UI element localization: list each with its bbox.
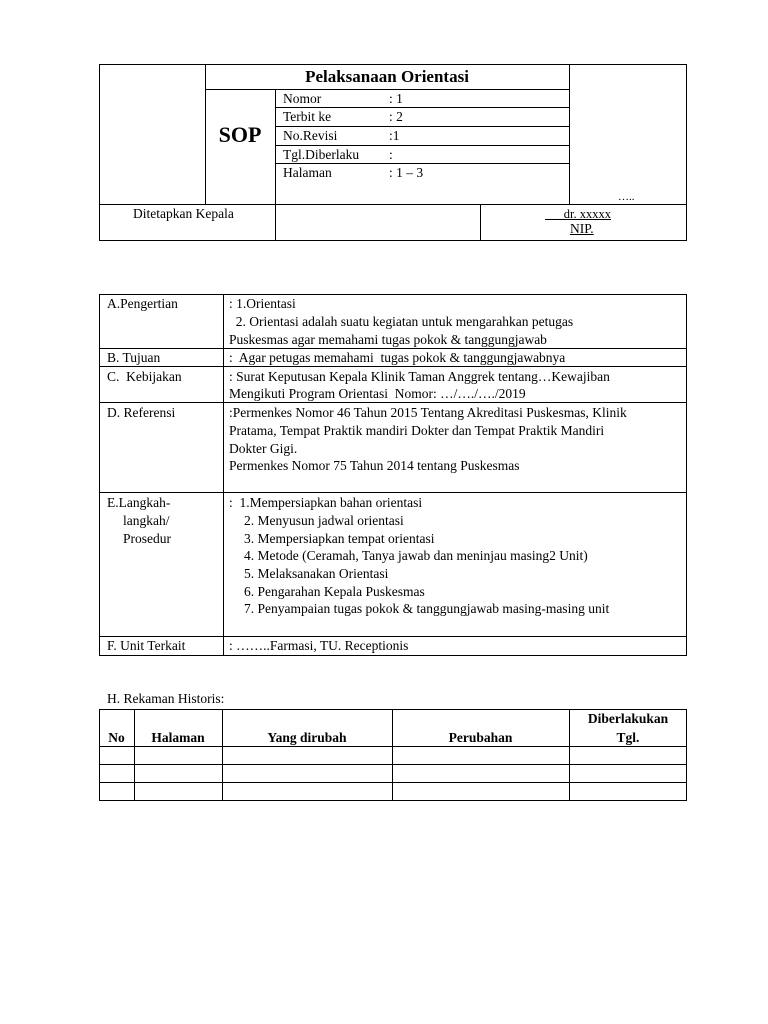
field-label-revisi: No.Revisi: [283, 128, 338, 143]
header-dots: …..: [618, 191, 635, 203]
referensi-line: Dokter Gigi.: [229, 441, 298, 456]
langkah-step: 3. Mempersiapkan tempat orientasi: [244, 531, 435, 546]
ditetapkan-label: Ditetapkan Kepala: [133, 206, 234, 221]
row-label-pengertian: A.Pengertian: [107, 296, 178, 311]
row-label-unit: F. Unit Terkait: [107, 638, 186, 653]
referensi-line: Pratama, Tempat Praktik mandiri Dokter dan Tempat Praktik Mandiri: [229, 423, 605, 438]
field-label-halaman: Halaman: [283, 165, 332, 180]
referensi-line: :Permenkes Nomor 46 Tahun 2015 Tentang Akreditasi Puskesmas, Klinik: [229, 405, 627, 420]
history-col-yang-dirubah: Yang dirubah: [267, 730, 347, 745]
signer-nip: NIP.: [570, 221, 594, 236]
langkah-step: 2. Menyusun jadwal orientasi: [244, 513, 404, 528]
history-col-halaman: Halaman: [151, 730, 205, 745]
langkah-step: : 1.Mempersiapkan bahan orientasi: [229, 495, 423, 510]
langkah-step: 4. Metode (Ceramah, Tanya jawab dan meninjau masing2 Unit): [244, 548, 588, 563]
row-label-tujuan: B. Tujuan: [107, 350, 161, 365]
field-value-revisi: :1: [389, 128, 400, 143]
field-value-terbit: : 2: [389, 109, 403, 124]
field-label-tgl: Tgl.Diberlaku: [283, 147, 360, 162]
langkah-step: 6. Pengarahan Kepala Puskesmas: [244, 584, 425, 599]
row-label-langkah: langkah/: [123, 513, 170, 528]
row-label-langkah: E.Langkah-: [107, 495, 171, 510]
kebijakan-line: Mengikuti Program Orientasi Nomor: …/…./…./2019: [229, 386, 526, 401]
history-col-diberlakukan: Diberlakukan: [587, 711, 669, 726]
langkah-step: 5. Melaksanakan Orientasi: [244, 566, 389, 581]
field-label-nomor: Nomor: [283, 91, 322, 106]
document-title: Pelaksanaan Orientasi: [305, 67, 469, 86]
pengertian-line: : 1.Orientasi: [229, 296, 296, 311]
row-label-kebijakan: C. Kebijakan: [107, 369, 182, 384]
pengertian-line: 2. Orientasi adalah suatu kegiatan untuk mengarahkan petugas: [229, 314, 574, 329]
field-value-tgl: :: [389, 147, 393, 162]
history-title: H. Rekaman Historis:: [107, 691, 225, 706]
unit-line: : ……..Farmasi, TU. Receptionis: [229, 638, 409, 653]
row-label-langkah: Prosedur: [123, 531, 171, 546]
langkah-step: 7. Penyampaian tugas pokok & tanggungjawab masing-masing unit: [244, 601, 610, 616]
signer-name: ___dr. xxxxx: [545, 207, 611, 221]
field-label-terbit: Terbit ke: [283, 109, 332, 124]
row-label-referensi: D. Referensi: [107, 405, 176, 420]
sop-label: SOP: [218, 122, 262, 147]
tujuan-line: : Agar petugas memahami tugas pokok & tanggungjawabnya: [229, 350, 566, 365]
referensi-line: Permenkes Nomor 75 Tahun 2014 tentang Puskesmas: [229, 458, 520, 473]
kebijakan-line: : Surat Keputusan Kepala Klinik Taman Anggrek tentang…Kewajiban: [229, 369, 610, 384]
history-col-tgl: Tgl.: [616, 730, 640, 745]
field-value-halaman: : 1 – 3: [389, 165, 424, 180]
pengertian-line: Puskesmas agar memahami tugas pokok & tanggungjawab: [229, 332, 547, 347]
history-col-no: No: [108, 730, 125, 745]
field-value-nomor: : 1: [389, 91, 403, 106]
history-col-perubahan: Perubahan: [448, 730, 513, 745]
